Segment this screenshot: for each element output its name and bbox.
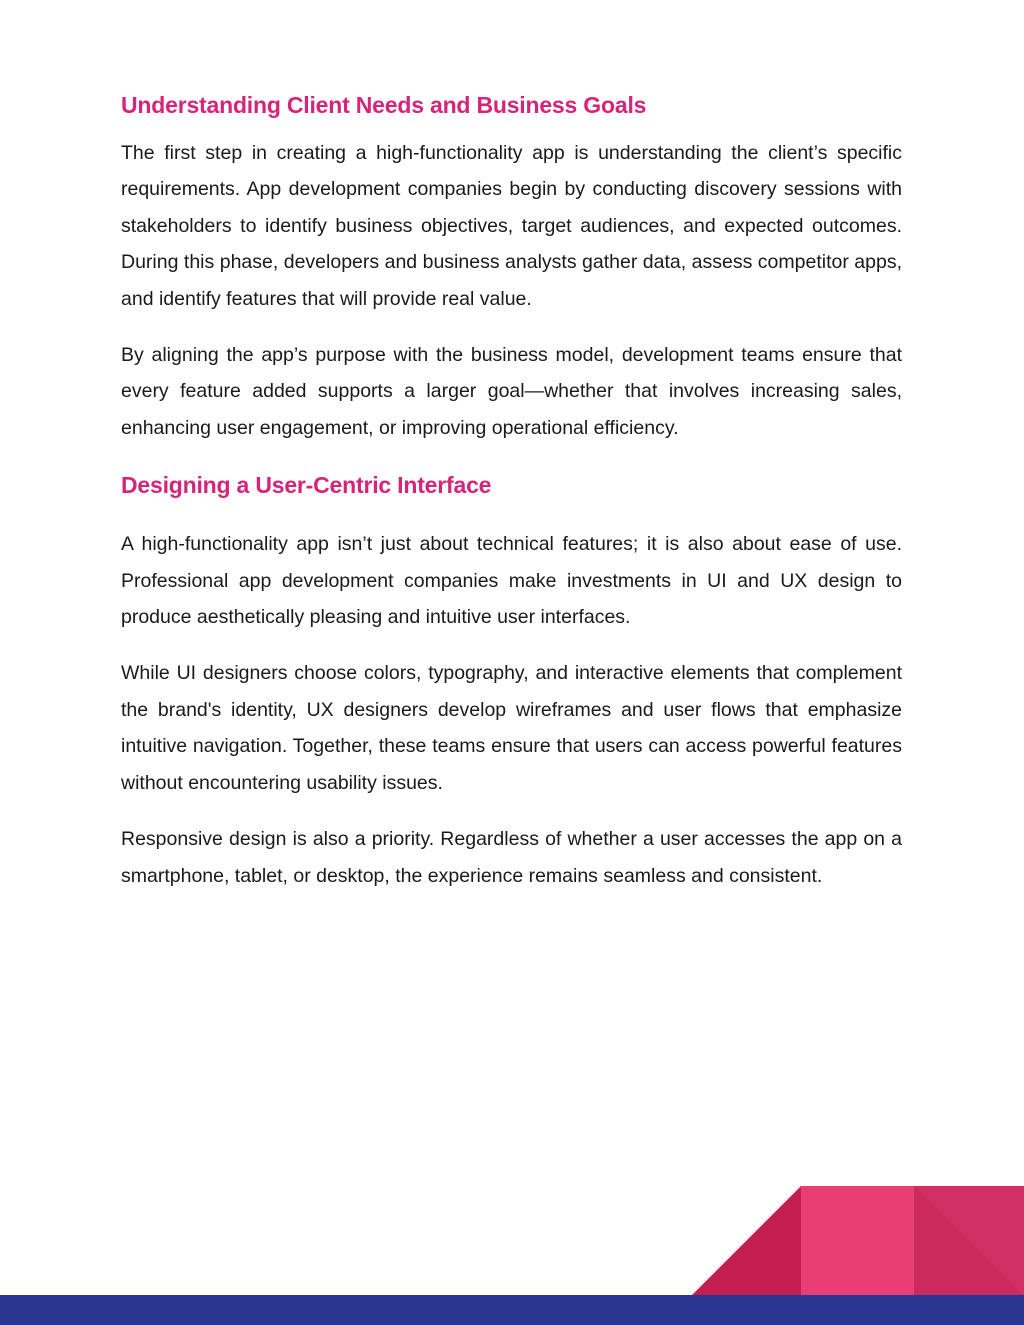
footer-decoration [0, 1180, 1024, 1325]
dark-pink-triangle-shape [692, 1186, 801, 1295]
paragraph-responsive-design: Responsive design is also a priority. Regardless of whether a user accesses the app on a smartphone, tablet, or desktop, the experience remains seamless and consistent. [121, 828, 902, 887]
paragraph-ease-of-use: A high-functionality app isn’t just about technical features; it is also about ease of use. Professional app development companies make investments in UI and UX design to produce aesthetically pleasing and intuitive user interfaces. [121, 533, 902, 629]
section-heading-user-centric: Designing a User-Centric Interface [121, 472, 492, 499]
footer-bar [0, 1295, 1024, 1325]
pink-block-shape [801, 1186, 914, 1295]
paragraph-first-step: The first step in creating a high-functionality app is understanding the client’s specific requirements. App development companies begin by conducting discovery sessions with stakeholders to identify business objectives, target audiences, and expected outcomes. During this phase, developers and business analysts gather data, assess competitor apps, and identify features that will provide real value. [121, 142, 902, 310]
document-body [121, 88, 902, 894]
paragraph-aligning-purpose: By aligning the app’s purpose with the business model, development teams ensure that every feature added supports a larger goal—whether that involves increasing sales, enhancing user engagement, or improving operational efficiency. [121, 344, 902, 439]
paragraph-ui-ux-designers: While UI designers choose colors, typography, and interactive elements that complement the brand's identity, UX designers develop wireframes and user flows that emphasize intuitive navigation. Together, these teams ensure that users can access powerful features without encountering usability issues. [121, 662, 902, 794]
section-heading-client-needs: Understanding Client Needs and Business Goals [121, 92, 647, 118]
